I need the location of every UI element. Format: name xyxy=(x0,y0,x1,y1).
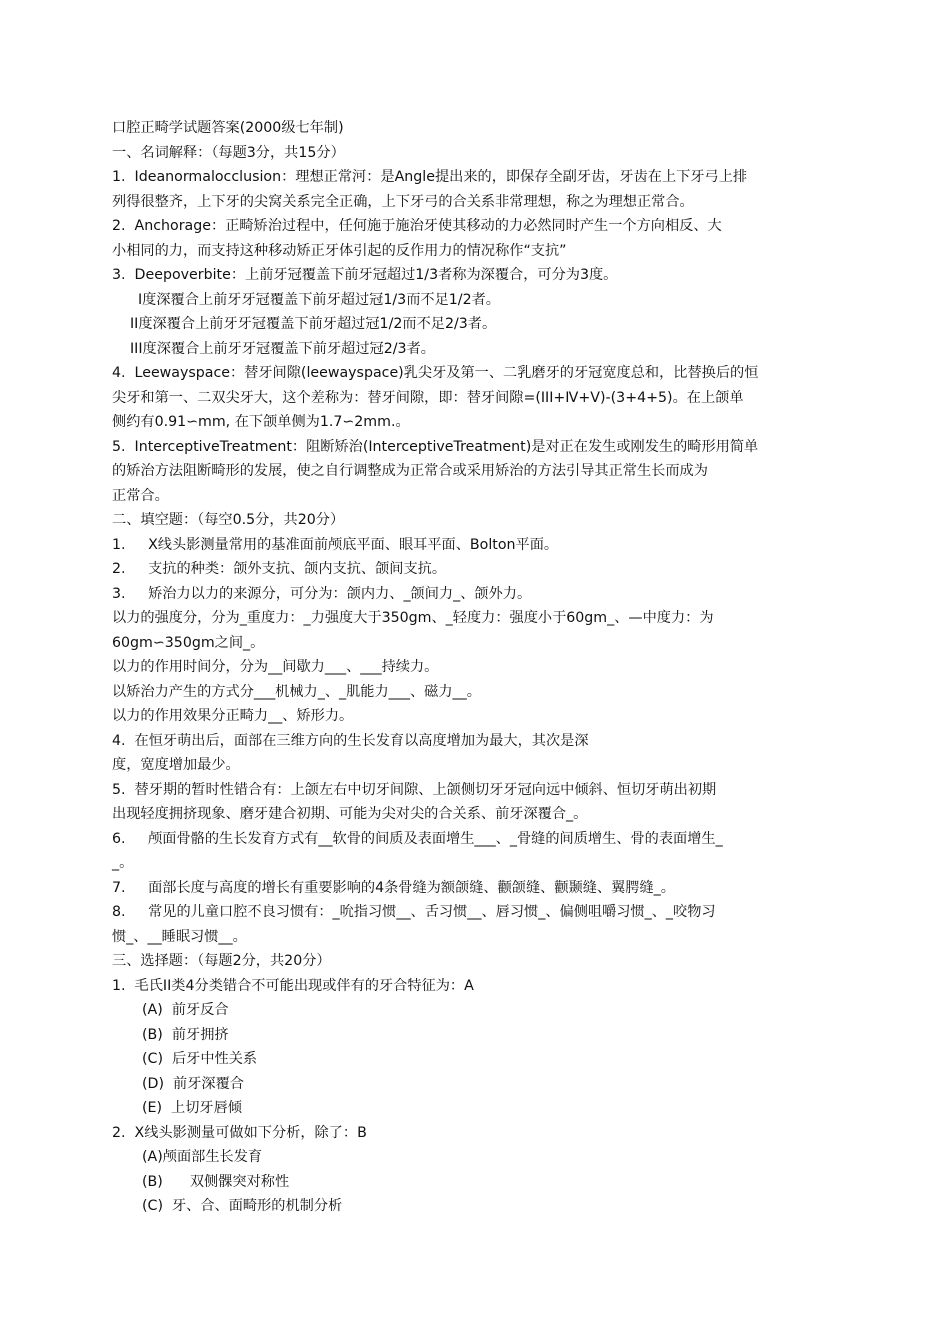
fill-4-line-1: 4. 在恒牙萌出后，面部在三维方向的生长发育以高度增加为最大，其次是深 xyxy=(112,732,589,749)
choice-2-option-a: (A)颅面部生长发育 xyxy=(142,1149,263,1165)
choice-1-option-b: (B) 前牙拥挤 xyxy=(142,1026,229,1043)
fill-8-line-2: 惯_、__睡眠习惯__。 xyxy=(112,928,247,945)
fill-5-line-2: 出现轻度拥挤现象、磨牙建合初期、可能为尖对尖的合关系、前牙深覆合_。 xyxy=(112,806,588,822)
fill-1: 1. X线头影测量常用的基准面前颅底平面、眼耳平面、Bolton平面。 xyxy=(112,536,559,553)
choice-1-option-c: (C) 后牙中性关系 xyxy=(142,1051,258,1067)
section-heading-choice: 三、选择题：（每题2分，共20分） xyxy=(112,953,331,969)
definition-5-line-1: 5. InterceptiveTreatment：阻断矫治(InterceptiveTreatment)是对正在发生或刚发生的畸形用简单 xyxy=(112,438,759,455)
choice-1-option-d: (D) 前牙深覆合 xyxy=(142,1075,244,1092)
fill-3: 3. 矫治力以力的来源分，可分为：颌内力、_颌间力_、颌外力。 xyxy=(112,585,532,602)
section-heading-definitions: 一、名词解释：（每题3分，共15分） xyxy=(112,144,345,161)
choice-2-option-c: (C) 牙、合、面畸形的机制分析 xyxy=(142,1198,343,1214)
definition-4-line-2: 尖牙和第一、二双尖牙大，这个差称为：替牙间隙，即：替牙间隙=(III+Ⅳ+Ⅴ)-(3+4+5)。在上颌单 xyxy=(112,389,744,406)
definition-4-line-1: 4. Leewayspace：替牙间隙(leewayspace)乳尖牙及第一、二乳磨牙的牙冠宽度总和，比替换后的恒 xyxy=(112,365,759,381)
fill-3-effect: 以力的作用效果分正畸力__、矫形力。 xyxy=(112,708,354,724)
fill-6-line-1: 6. 颅面骨骼的生长发育方式有__软骨的间质及表面增生___、_骨缝的间质增生、骨的表面增生_ xyxy=(112,830,723,847)
definition-5-line-2: 的矫治方法阻断畸形的发展，使之自行调整成为正常合或采用矫治的方法引导其正常生长而成为 xyxy=(112,463,708,479)
definition-3-line-1: 3. Deepoverbite：上前牙冠覆盖下前牙冠超过1/3者称为深覆合，可分为3度。 xyxy=(112,267,618,283)
fill-8-line-1: 8. 常见的儿童口腔不良习惯有：_吮指习惯__、舌习惯__、唇习惯_、偏侧咀嚼习惯_、_咬物习 xyxy=(112,904,716,920)
definition-4-line-3: 侧约有0.91∽mm, 在下颌单侧为1.7∽2mm.。 xyxy=(112,414,410,430)
fill-3-strength-line-2: 60gm∽350gm之间_。 xyxy=(112,634,265,651)
document-title: 口腔正畸学试题答案(2000级七年制) xyxy=(112,120,344,136)
fill-3-strength-line-1: 以力的强度分，分为_重度力：_力强度大于350gm、_轻度力：强度小于60gm_、—中度力：为 xyxy=(112,610,714,626)
definition-2-line-2: 小相同的力，而支持这种移动矫正牙体引起的反作用力的情况称作“支抗” xyxy=(112,242,567,259)
fill-4-line-2: 度，宽度增加最少。 xyxy=(112,757,240,773)
choice-2-question: 2. X线头影测量可做如下分析，除了：B xyxy=(112,1124,367,1141)
fill-6-line-2: _。 xyxy=(112,855,134,871)
fill-2: 2. 支抗的种类：颌外支抗、颌内支抗、颌间支抗。 xyxy=(112,561,447,577)
definition-1-line-2: 列得很整齐，上下牙的尖窝关系完全正确，上下牙弓的合关系非常理想，称之为理想正常合。 xyxy=(112,193,694,210)
fill-3-duration: 以力的作用时间分，分为__间歇力___、___持续力。 xyxy=(112,659,439,675)
deep-overbite-degree-1: Ⅰ度深覆合上前牙牙冠覆盖下前牙超过冠1/3而不足1/2者。 xyxy=(138,291,500,308)
choice-1-option-a: (A) 前牙反合 xyxy=(142,1002,229,1018)
fill-5-line-1: 5. 替牙期的暂时性错合有：上颌左右中切牙间隙、上颌侧切牙牙冠向远中倾斜、恒切牙萌出初期 xyxy=(112,781,717,798)
fill-3-mode: 以矫治力产生的方式分___机械力_、_肌能力___、磁力__。 xyxy=(112,683,481,700)
section-heading-fill-in: 二、填空题：（每空0.5分，共20分） xyxy=(112,512,345,528)
choice-1-option-e: (E) 上切牙唇倾 xyxy=(142,1100,242,1116)
definition-2-line-1: 2. Anchorage：正畸矫治过程中，任何施于施治牙使其移动的力必然同时产生一个方向相反、大 xyxy=(112,218,722,234)
choice-1-question: 1. 毛氏II类4分类错合不可能出现或伴有的牙合特征为：A xyxy=(112,977,474,994)
deep-overbite-degree-3: III度深覆合上前牙牙冠覆盖下前牙超过冠2/3者。 xyxy=(130,340,435,357)
document-page xyxy=(112,116,840,1219)
choice-2-option-b: (B) 双侧髁突对称性 xyxy=(142,1173,290,1190)
definition-5-line-3: 正常合。 xyxy=(112,487,169,504)
fill-7: 7. 面部长度与高度的增长有重要影响的4条骨缝为额颌缝、颧颌缝、颧颞缝、翼腭缝_。 xyxy=(112,879,675,896)
definition-1-line-1: 1. Ideanormalocclusion：理想正常河：是Angle提出来的，即保存全副牙齿，牙齿在上下牙弓上排 xyxy=(112,169,748,185)
deep-overbite-degree-2: II度深覆合上前牙牙冠覆盖下前牙超过冠1/2而不足2/3者。 xyxy=(130,316,497,332)
